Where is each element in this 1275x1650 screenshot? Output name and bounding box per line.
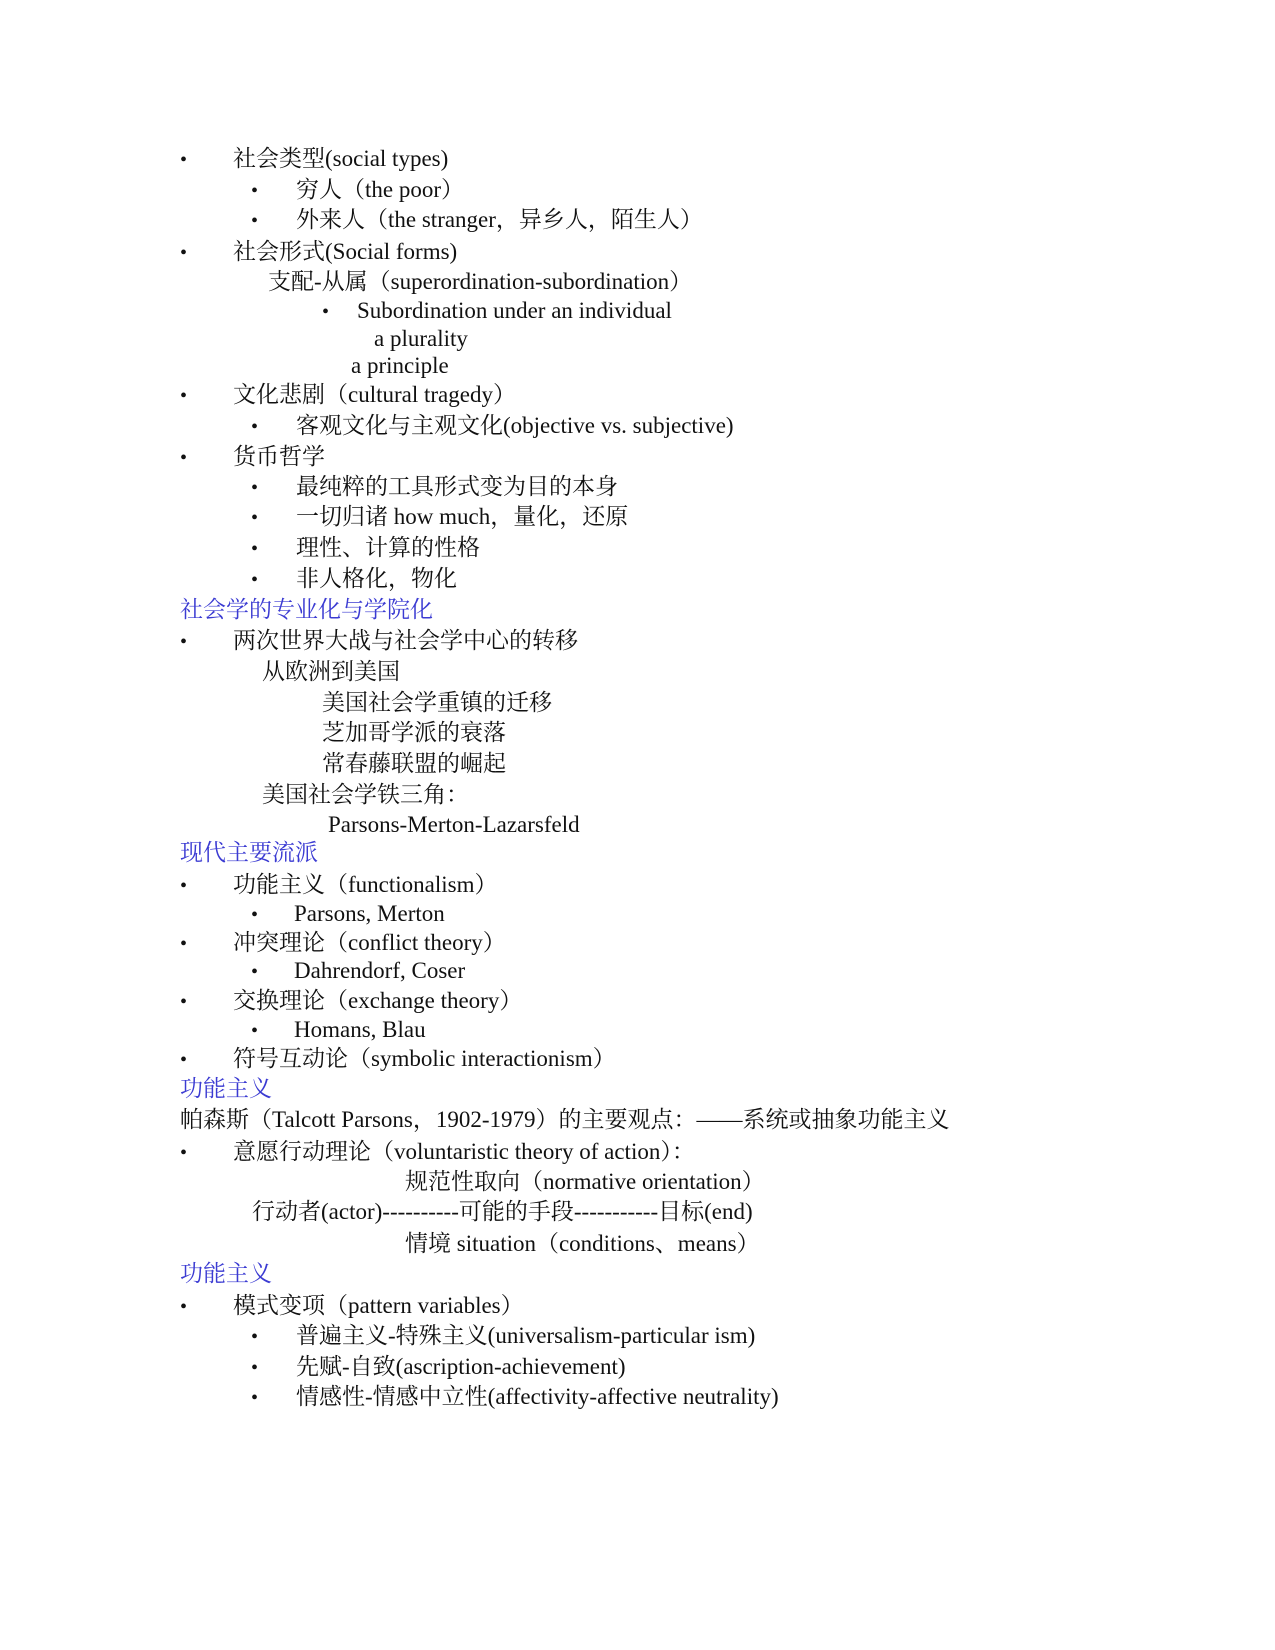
bullet-icon: • — [251, 1387, 259, 1409]
section-heading: 社会学的专业化与学院化 — [180, 597, 433, 622]
bullet-icon: • — [251, 477, 259, 499]
money-philosophy-item: 货币哲学 — [233, 444, 325, 469]
the-stranger-item: 外来人（the stranger，异乡人，陌生人） — [296, 207, 703, 232]
actor-means-end-line: 行动者(actor)----------可能的手段-----------目标(end) — [252, 1199, 753, 1224]
bullet-icon: • — [251, 1357, 259, 1379]
bullet-icon: • — [180, 149, 188, 171]
bullet-icon: • — [180, 385, 188, 407]
section-heading: 功能主义 — [180, 1076, 272, 1101]
pattern-variable-item: 情感性-情感中立性(affectivity-affective neutrality) — [296, 1384, 779, 1409]
triangle-names-line: Parsons-Merton-Lazarsfeld — [328, 812, 580, 837]
bullet-icon: • — [251, 180, 259, 202]
voluntaristic-item: 意愿行动理论（voluntaristic theory of action）： — [233, 1139, 695, 1164]
chicago-school-line: 芝加哥学派的衰落 — [322, 720, 506, 745]
bullet-icon: • — [180, 1296, 188, 1318]
plurality-line: a plurality — [374, 326, 468, 351]
bullet-icon: • — [180, 1049, 188, 1071]
section-heading: 功能主义 — [180, 1261, 272, 1286]
money-item: 最纯粹的工具形式变为目的本身 — [296, 474, 618, 499]
bullet-icon: • — [180, 631, 188, 653]
bullet-icon: • — [180, 447, 188, 469]
bullet-icon: • — [251, 961, 259, 983]
superordination-line: 支配-从属（superordination-subordination） — [268, 269, 693, 294]
situation-line: 情境 situation（conditions、means） — [405, 1231, 760, 1256]
symbolic-interactionism-item: 符号互动论（symbolic interactionism） — [233, 1046, 616, 1071]
pattern-variable-item: 普遍主义-特殊主义(universalism-particular ism) — [296, 1323, 756, 1348]
conflict-names: Dahrendorf, Coser — [294, 958, 466, 983]
bullet-icon: • — [251, 507, 259, 529]
bullet-icon: • — [251, 1020, 259, 1042]
cultural-tragedy-item: 文化悲剧（cultural tragedy） — [233, 382, 516, 407]
conflict-theory-item: 冲突理论（conflict theory） — [233, 930, 506, 955]
bullet-icon: • — [180, 933, 188, 955]
bullet-icon: • — [251, 416, 259, 438]
money-item: 非人格化，物化 — [296, 566, 457, 591]
iron-triangle-line: 美国社会学铁三角： — [262, 782, 469, 807]
principle-line: a principle — [351, 353, 449, 378]
social-types-item: 社会类型(social types) — [233, 146, 449, 171]
normative-orientation-line: 规范性取向（normative orientation） — [405, 1169, 765, 1194]
social-forms-item: 社会形式(Social forms) — [233, 239, 458, 264]
objective-subjective-item: 客观文化与主观文化(objective vs. subjective) — [296, 413, 734, 438]
pattern-variables-item: 模式变项（pattern variables） — [233, 1293, 524, 1318]
the-poor-item: 穷人（the poor） — [296, 177, 465, 202]
bullet-icon: • — [180, 242, 188, 264]
europe-to-america-line: 从欧洲到美国 — [262, 659, 400, 684]
bullet-icon: • — [180, 875, 188, 897]
exchange-theory-item: 交换理论（exchange theory） — [233, 988, 523, 1013]
pattern-variable-item: 先赋-自致(ascription-achievement) — [296, 1354, 626, 1379]
money-item: 一切归诸 how much，量化，还原 — [296, 504, 629, 529]
world-wars-item: 两次世界大战与社会学中心的转移 — [233, 628, 578, 653]
bullet-icon: • — [251, 1326, 259, 1348]
section-heading: 现代主要流派 — [180, 840, 318, 865]
bullet-icon: • — [322, 301, 330, 323]
bullet-icon: • — [251, 210, 259, 232]
subordination-item: Subordination under an individual — [357, 298, 672, 323]
bullet-icon: • — [180, 991, 188, 1013]
bullet-icon: • — [180, 1142, 188, 1164]
parsons-line: 帕森斯（Talcott Parsons，1902-1979）的主要观点：——系统或抽象功能主义 — [180, 1107, 950, 1132]
money-item: 理性、计算的性格 — [296, 535, 480, 560]
bullet-icon: • — [251, 904, 259, 926]
exchange-names: Homans, Blau — [294, 1017, 426, 1042]
bullet-icon: • — [251, 569, 259, 591]
migration-line: 美国社会学重镇的迁移 — [322, 690, 552, 715]
functionalism-names: Parsons, Merton — [294, 901, 445, 926]
bullet-icon: • — [251, 538, 259, 560]
functionalism-item: 功能主义（functionalism） — [233, 872, 498, 897]
ivy-league-line: 常春藤联盟的崛起 — [322, 751, 506, 776]
